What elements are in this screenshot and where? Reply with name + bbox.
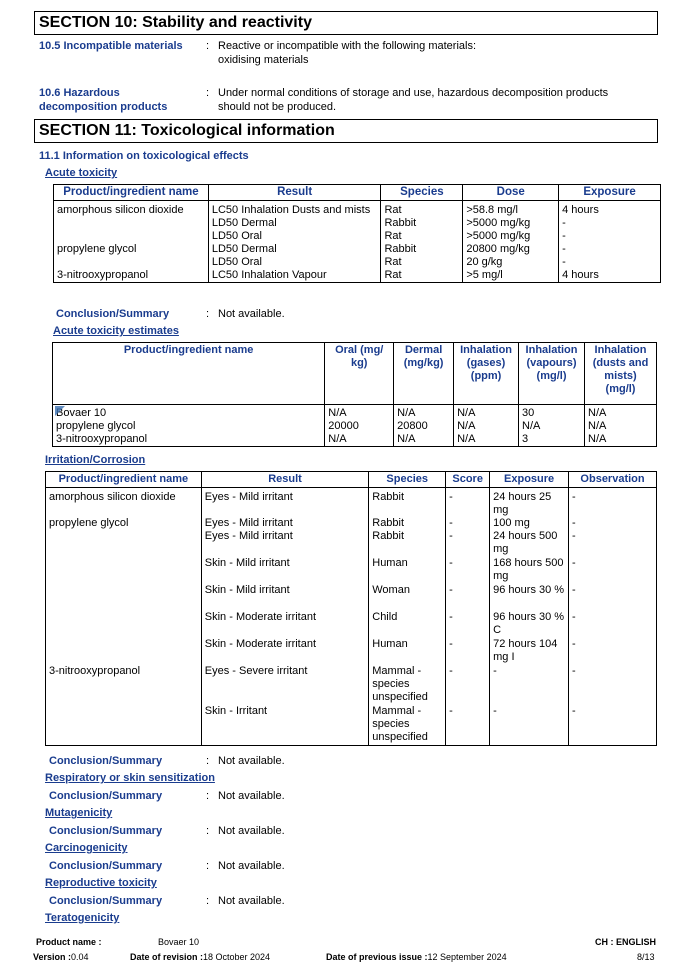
table-cell: N/A (454, 433, 519, 447)
table-cell: Eyes - Mild irritant (201, 488, 368, 518)
table-cell: - (569, 530, 657, 557)
column-header: Species (381, 185, 463, 201)
column-header: Observation (569, 472, 657, 488)
table-cell: - (490, 705, 569, 745)
table-cell: LD50 Dermal (208, 243, 381, 256)
colon: : (206, 40, 210, 52)
table-cell: - (569, 638, 657, 665)
colon: : (206, 87, 210, 99)
footer-revision-value: 18 October 2024 (203, 952, 271, 962)
column-header: Result (208, 185, 381, 201)
table-cell: - (569, 557, 657, 584)
table-cell: N/A (454, 405, 519, 421)
conclusion-value: Not available. (218, 825, 285, 837)
table-cell: N/A (519, 420, 585, 433)
column-header: Product/ingredient name (54, 185, 209, 201)
colon: : (206, 308, 210, 320)
table-cell: 3-nitrooxypropanol (53, 433, 325, 447)
table-row (46, 705, 657, 745)
table-row (46, 530, 657, 557)
table-cell: 72 hours 104 mg I (490, 638, 569, 665)
conclusion-value: Not available. (218, 860, 285, 872)
table-cell: Rat (381, 201, 463, 218)
hazardous-label-line2: decomposition products (39, 101, 168, 113)
table-cell: 4 hours (559, 269, 661, 283)
carcinogenicity-heading: Carcinogenicity (45, 842, 128, 854)
table-row (54, 217, 661, 230)
section11-title: SECTION 11: Toxicological information (34, 119, 658, 143)
table-cell (46, 557, 202, 584)
table-cell: 30 (519, 405, 585, 421)
footer-revision (130, 952, 270, 962)
reproductive-heading: Reproductive toxicity (45, 877, 157, 889)
table-cell: - (446, 584, 490, 611)
table-cell: Rabbit (369, 517, 446, 530)
table-cell: - (446, 705, 490, 745)
colon: : (206, 860, 210, 872)
acute-toxicity-heading: Acute toxicity (45, 167, 118, 179)
table-cell: N/A (454, 420, 519, 433)
table-cell: - (490, 665, 569, 705)
table-row (46, 611, 657, 638)
table-cell: >5 mg/l (463, 269, 559, 283)
table-cell: - (446, 517, 490, 530)
table-cell (54, 256, 209, 269)
table-cell: 3-nitrooxypropanol (46, 665, 202, 705)
table-cell: propylene glycol (53, 420, 325, 433)
footer-page-number: 8/13 (637, 952, 655, 962)
irritation-table (45, 471, 657, 746)
ate-table (52, 342, 657, 447)
conclusion-value: Not available. (218, 755, 285, 767)
table-cell: Rabbit (381, 243, 463, 256)
table-row (53, 433, 657, 447)
table-cell: Rabbit (369, 488, 446, 518)
ate-heading: Acute toxicity estimates (53, 325, 179, 337)
table-cell: 96 hours 30 % (490, 584, 569, 611)
table-cell: - (446, 488, 490, 518)
table-cell: Woman (369, 584, 446, 611)
table-cell: Skin - Mild irritant (201, 557, 368, 584)
table-cell: >58.8 mg/l (463, 201, 559, 218)
table-cell: - (559, 256, 661, 269)
table-cell: 100 mg (490, 517, 569, 530)
table-row (54, 201, 661, 218)
table-cell: N/A (585, 420, 657, 433)
table-cell: 20000 (325, 420, 394, 433)
table-cell: - (569, 665, 657, 705)
table-cell (46, 638, 202, 665)
table-cell: - (569, 705, 657, 745)
table-cell: N/A (394, 405, 454, 421)
table-cell: LD50 Oral (208, 256, 381, 269)
footer-previous (326, 952, 507, 962)
hazardous-text1: Under normal conditions of storage and use, hazardous decomposition products (218, 87, 609, 99)
table-cell (54, 230, 209, 243)
mutagenicity-heading: Mutagenicity (45, 807, 113, 819)
section10-title: SECTION 10: Stability and reactivity (34, 11, 658, 35)
footer-previous-value: 12 September 2024 (427, 952, 507, 962)
table-cell: 24 hours 25 mg (490, 488, 569, 518)
footer-version-label: Version : (33, 952, 72, 962)
table-cell: amorphous silicon dioxide (54, 201, 209, 218)
table-cell: - (569, 488, 657, 518)
incompatible-materials-label: 10.5 Incompatible materials (39, 40, 183, 52)
table-cell: amorphous silicon dioxide (46, 488, 202, 518)
footer-version (33, 952, 89, 962)
column-header: Product/ingredient name (46, 472, 202, 488)
column-header: Result (201, 472, 368, 488)
table-cell: LC50 Inhalation Vapour (208, 269, 381, 283)
footer-product-value: Bovaer 10 (158, 937, 200, 947)
comment-marker-icon (55, 406, 65, 416)
conclusion-value: Not available. (218, 895, 285, 907)
table-cell: Skin - Irritant (201, 705, 368, 745)
conclusion-value: Not available. (218, 308, 285, 320)
incompatible-materials-text2: oxidising materials (218, 54, 309, 66)
table-cell: Child (369, 611, 446, 638)
column-header: Product/ingredient name (53, 343, 325, 405)
table-cell: - (446, 557, 490, 584)
footer-previous-label: Date of previous issue : (326, 952, 428, 962)
column-header: Inhalation (dusts and mists) (mg/l) (585, 343, 657, 405)
incompatible-materials-text1: Reactive or incompatible with the following materials: (218, 40, 477, 52)
conclusion-label: Conclusion/Summary (49, 790, 163, 802)
table-cell: >5000 mg/kg (463, 230, 559, 243)
table-cell: N/A (585, 433, 657, 447)
table-cell: Skin - Moderate irritant (201, 638, 368, 665)
colon: : (206, 895, 210, 907)
table-row (53, 420, 657, 433)
table-cell: Eyes - Severe irritant (201, 665, 368, 705)
hazardous-text2: should not be produced. (218, 101, 337, 113)
table-cell (46, 584, 202, 611)
table-cell: LC50 Inhalation Dusts and mists (208, 201, 381, 218)
column-header: Inhalation (vapours) (mg/l) (519, 343, 585, 405)
colon: : (206, 825, 210, 837)
column-header: Oral (mg/ kg) (325, 343, 394, 405)
table-row (46, 638, 657, 665)
colon: : (206, 790, 210, 802)
table-row (46, 488, 657, 518)
conclusion-value: Not available. (218, 790, 285, 802)
table-cell: - (446, 638, 490, 665)
table-cell: 168 hours 500 mg (490, 557, 569, 584)
table-cell: 20800 (394, 420, 454, 433)
footer-version-value: 0.04 (71, 952, 89, 962)
irritation-heading: Irritation/Corrosion (45, 454, 146, 466)
table-cell: Bovaer 10 (53, 405, 325, 421)
table-cell: Rat (381, 230, 463, 243)
column-header: Dermal (mg/kg) (394, 343, 454, 405)
table-cell: - (446, 530, 490, 557)
sensitization-heading: Respiratory or skin sensitization (45, 772, 215, 784)
footer-product-label: Product name : (36, 937, 102, 947)
column-header: Species (369, 472, 446, 488)
table-cell: LD50 Oral (208, 230, 381, 243)
table-cell: Mammal - species unspecified (369, 665, 446, 705)
conclusion-label: Conclusion/Summary (49, 755, 163, 767)
acute-toxicity-table (53, 184, 661, 283)
column-header: Exposure (559, 185, 661, 201)
teratogenicity-heading: Teratogenicity (45, 912, 120, 924)
table-cell: propylene glycol (54, 243, 209, 256)
table-row (54, 256, 661, 269)
table-cell: >5000 mg/kg (463, 217, 559, 230)
table-cell: - (559, 217, 661, 230)
column-header: Inhalation (gases) (ppm) (454, 343, 519, 405)
table-cell (46, 611, 202, 638)
footer-revision-label: Date of revision : (130, 952, 204, 962)
table-cell: N/A (585, 405, 657, 421)
table-cell: Mammal - species unspecified (369, 705, 446, 745)
table-cell: Rat (381, 256, 463, 269)
table-cell: N/A (325, 405, 394, 421)
table-cell: Eyes - Mild irritant (201, 530, 368, 557)
table-cell: propylene glycol (46, 517, 202, 530)
table-row (46, 665, 657, 705)
table-cell: - (569, 517, 657, 530)
table-cell: Human (369, 557, 446, 584)
table-cell: - (569, 611, 657, 638)
column-header: Score (446, 472, 490, 488)
table-cell: Human (369, 638, 446, 665)
table-cell: 3 (519, 433, 585, 447)
table-row (46, 517, 657, 530)
table-cell: - (446, 665, 490, 705)
table-cell: Rabbit (369, 530, 446, 557)
table-cell: N/A (394, 433, 454, 447)
table-row (53, 405, 657, 421)
table-row (46, 584, 657, 611)
table-cell (54, 217, 209, 230)
table-row (54, 243, 661, 256)
toxicological-effects-subtitle: 11.1 Information on toxicological effects (39, 150, 249, 162)
table-cell: 20 g/kg (463, 256, 559, 269)
table-cell: - (559, 230, 661, 243)
table-cell: Skin - Moderate irritant (201, 611, 368, 638)
table-cell: Skin - Mild irritant (201, 584, 368, 611)
table-row (54, 230, 661, 243)
colon: : (206, 755, 210, 767)
table-cell: Rat (381, 269, 463, 283)
table-cell: 20800 mg/kg (463, 243, 559, 256)
table-cell: LD50 Dermal (208, 217, 381, 230)
table-cell: N/A (325, 433, 394, 447)
table-cell (46, 705, 202, 745)
table-cell: 4 hours (559, 201, 661, 218)
table-cell (46, 530, 202, 557)
hazardous-label-line1: 10.6 Hazardous (39, 87, 120, 99)
table-cell: Rabbit (381, 217, 463, 230)
table-cell: 96 hours 30 % C (490, 611, 569, 638)
table-cell: Eyes - Mild irritant (201, 517, 368, 530)
footer-language: CH : ENGLISH (595, 937, 657, 947)
conclusion-label: Conclusion/Summary (56, 308, 170, 320)
table-cell: - (446, 611, 490, 638)
table-row (46, 557, 657, 584)
table-row (54, 269, 661, 283)
conclusion-label: Conclusion/Summary (49, 895, 163, 907)
table-cell: - (559, 243, 661, 256)
column-header: Dose (463, 185, 559, 201)
conclusion-label: Conclusion/Summary (49, 825, 163, 837)
table-cell: 24 hours 500 mg (490, 530, 569, 557)
column-header: Exposure (490, 472, 569, 488)
table-cell: 3-nitrooxypropanol (54, 269, 209, 283)
table-cell: - (569, 584, 657, 611)
conclusion-label: Conclusion/Summary (49, 860, 163, 872)
